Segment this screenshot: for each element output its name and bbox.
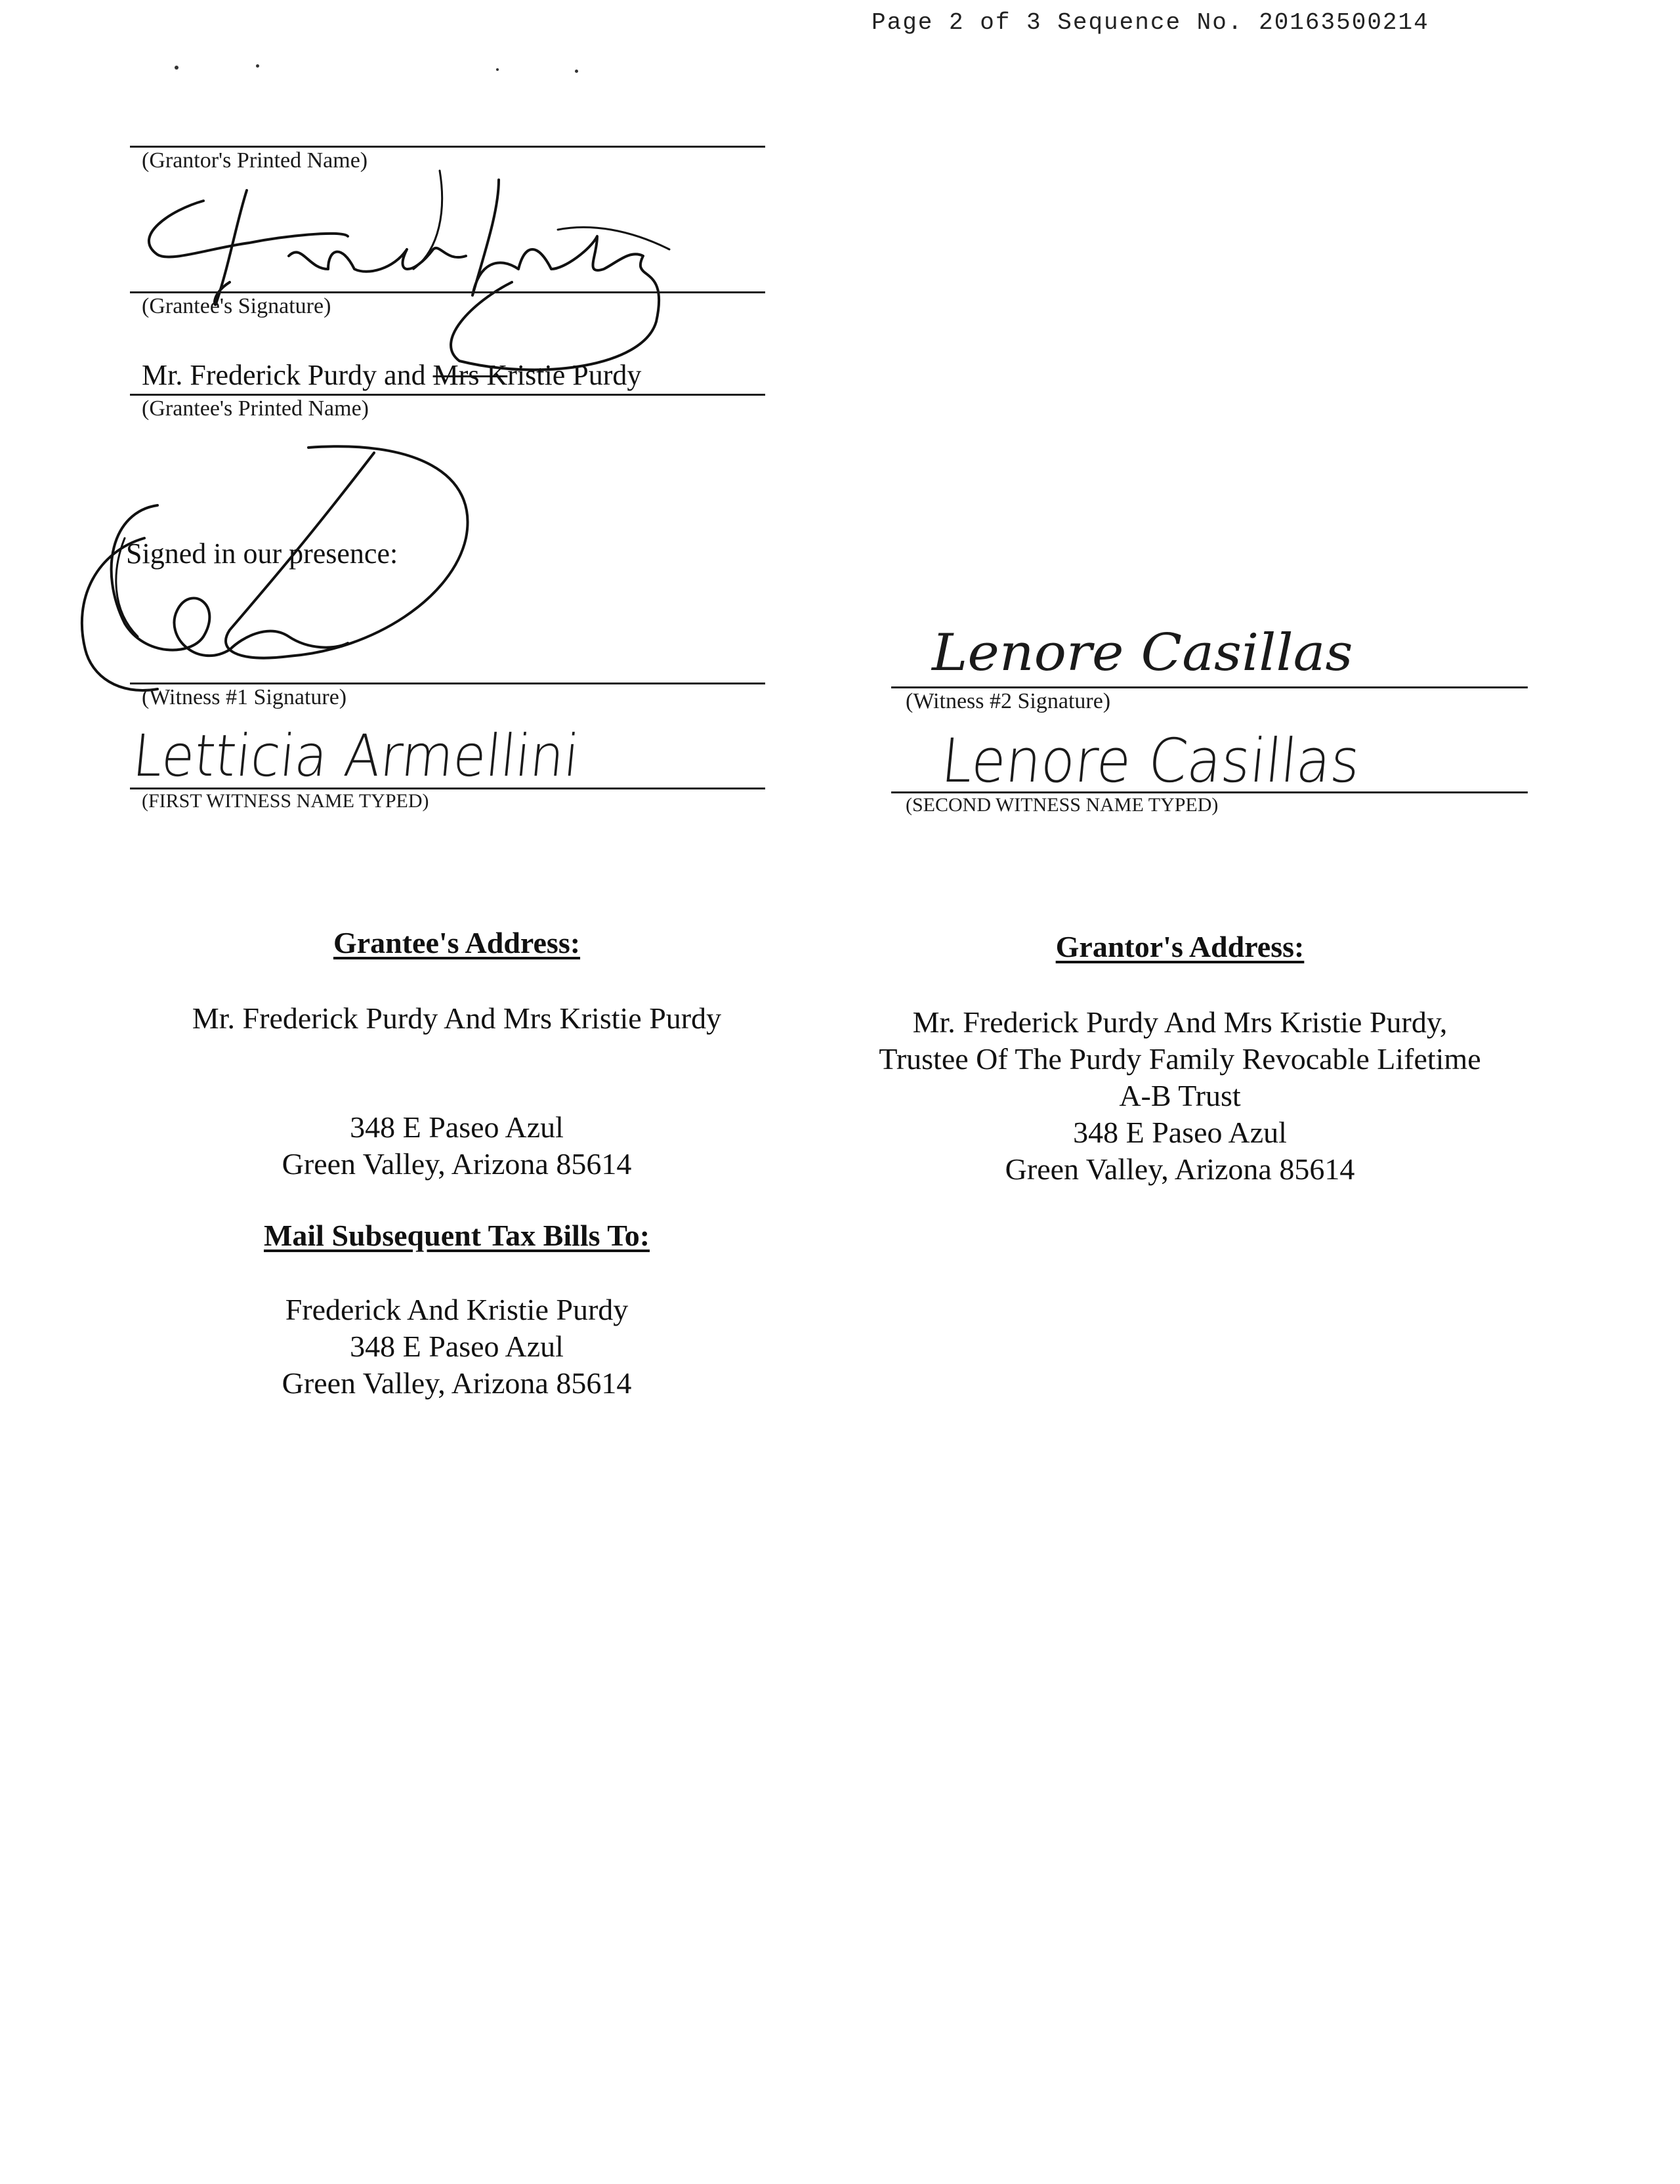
witness2-name-handwritten: Lenore Casillas xyxy=(938,726,1364,796)
grantee-printed-name-struck: Mrs K xyxy=(432,359,508,391)
witness2-name-caption: (SECOND WITNESS NAME TYPED) xyxy=(906,794,1219,816)
grantee-signature-line xyxy=(130,291,765,293)
grantee-signature xyxy=(131,171,709,381)
grantor-address-street: 348 E Paseo Azul xyxy=(1073,1116,1287,1149)
witness1-name-handwritten: Letticia Armellini xyxy=(130,722,582,789)
grantee-printed-name-suffix: ristie Purdy xyxy=(507,359,642,391)
tax-bills-street: 348 E Paseo Azul xyxy=(350,1330,564,1363)
page-sequence-header: Page 2 of 3 Sequence No. 20163500214 xyxy=(872,9,1429,36)
signed-in-presence-text: Signed in our presence: xyxy=(126,537,398,570)
witness1-signature-caption: (Witness #1 Signature) xyxy=(142,685,347,709)
grantor-address-city: Green Valley, Arizona 85614 xyxy=(1005,1152,1355,1186)
grantor-printed-name-caption: (Grantor's Printed Name) xyxy=(142,148,368,173)
witness1-signature xyxy=(72,440,663,715)
tax-bills-city: Green Valley, Arizona 85614 xyxy=(282,1366,632,1400)
scan-speck xyxy=(175,66,178,70)
grantee-address-heading: Grantee's Address: xyxy=(333,926,581,959)
tax-bills-name: Frederick And Kristie Purdy xyxy=(285,1293,629,1326)
grantee-printed-name xyxy=(142,358,641,392)
grantee-address-city: Green Valley, Arizona 85614 xyxy=(282,1147,632,1181)
grantor-address-line3: A-B Trust xyxy=(1119,1079,1241,1112)
grantee-printed-name-line xyxy=(130,394,765,396)
witness1-signature-line xyxy=(130,682,765,684)
grantee-printed-name-prefix: Mr. Frederick Purdy and xyxy=(142,359,433,391)
scan-speck xyxy=(256,64,259,68)
witness2-name-line xyxy=(891,791,1528,793)
grantee-printed-name-caption: (Grantee's Printed Name) xyxy=(142,396,369,421)
scan-speck xyxy=(575,70,578,73)
grantee-address-name: Mr. Frederick Purdy And Mrs Kristie Purdy xyxy=(192,1001,722,1035)
grantee-signature-caption: (Grantee's Signature) xyxy=(142,294,331,318)
grantor-printed-name-line xyxy=(130,146,765,148)
witness1-name-caption: (FIRST WITNESS NAME TYPED) xyxy=(142,790,429,812)
tax-bills-heading: Mail Subsequent Tax Bills To: xyxy=(263,1219,650,1252)
witness2-signature-handwritten: Lenore Casillas xyxy=(932,623,1353,682)
grantee-address-street: 348 E Paseo Azul xyxy=(350,1110,564,1144)
grantor-address-line2: Trustee Of The Purdy Family Revocable Lifetime xyxy=(879,1042,1481,1076)
witness2-signature-line xyxy=(891,686,1528,688)
witness2-signature-caption: (Witness #2 Signature) xyxy=(906,689,1111,713)
scan-speck xyxy=(496,68,499,71)
grantor-address-line1: Mr. Frederick Purdy And Mrs Kristie Purdy, xyxy=(912,1005,1448,1039)
witness1-name-line xyxy=(130,788,765,789)
grantor-address-heading: Grantor's Address: xyxy=(1055,930,1305,963)
